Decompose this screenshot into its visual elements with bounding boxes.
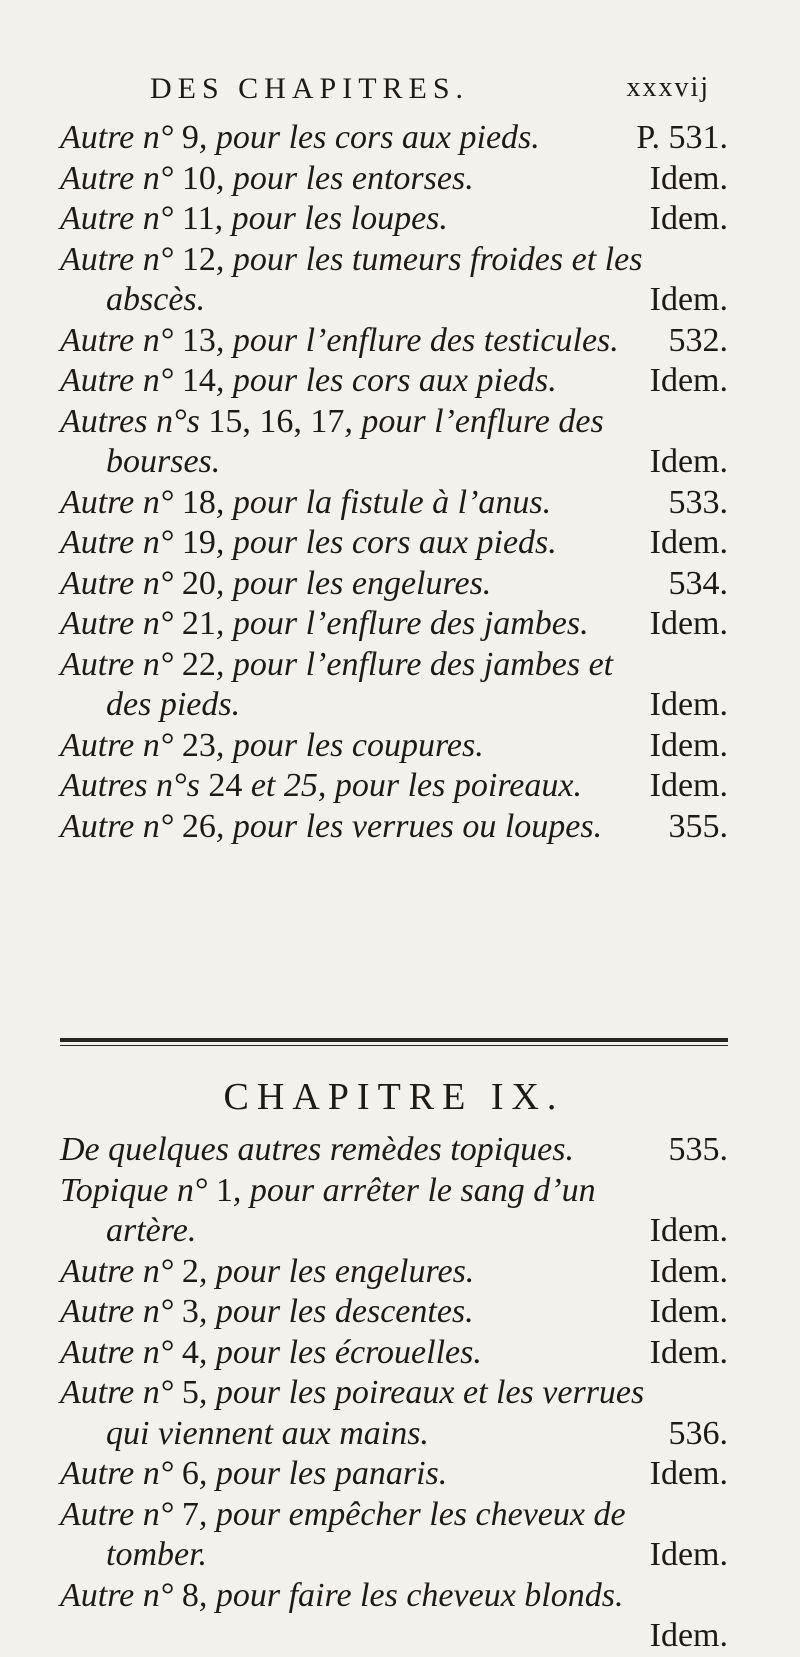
entry-number: 12 xyxy=(181,240,216,278)
toc-entry xyxy=(60,118,728,159)
toc-entry xyxy=(60,604,728,645)
toc-entry xyxy=(60,1252,728,1293)
entry-text: , pour les descentes. xyxy=(198,1293,474,1330)
entry-text: , pour les loupes. xyxy=(214,200,448,237)
toc-entry xyxy=(60,1211,728,1252)
entry-text: , pour l’enflure des jambes. xyxy=(215,605,589,642)
entry-lead: Autre n° xyxy=(60,564,182,602)
entry-text: , pour les poireaux et les verrues xyxy=(198,1374,645,1411)
entry-page-ref: Idem. xyxy=(649,605,728,642)
entry-page-ref: Idem. xyxy=(649,1617,728,1654)
toc-entry xyxy=(60,442,728,483)
entry-number: 24 xyxy=(208,767,243,804)
entry-text: , pour l’enflure des xyxy=(344,402,604,440)
entry-lead: Autre n° xyxy=(60,200,182,237)
running-head xyxy=(150,72,710,116)
divider-thick-rule xyxy=(60,1038,728,1042)
toc-entry xyxy=(60,645,728,686)
running-title: DES CHAPITRES. xyxy=(150,72,470,105)
entry-page-ref: Idem. xyxy=(649,1293,728,1330)
entry-lead: Autre n° xyxy=(60,1576,182,1614)
toc-entry xyxy=(60,1495,728,1536)
entry-page-ref: 532. xyxy=(668,321,728,359)
toc-entry xyxy=(60,564,728,605)
toc-entry xyxy=(60,240,728,281)
entry-number: 10 xyxy=(181,159,216,197)
entry-text: , pour l’enflure des jambes et xyxy=(215,645,614,683)
toc-entry xyxy=(60,280,728,321)
toc-entry xyxy=(60,523,728,564)
entry-text: , pour les cors aux pieds. xyxy=(215,362,557,399)
entry-text: , pour les engelures. xyxy=(215,564,492,602)
entry-page-ref: Idem. xyxy=(649,1333,728,1371)
entry-page-ref: Idem. xyxy=(649,1455,728,1492)
toc-entry xyxy=(60,1171,728,1212)
entry-number: 4 xyxy=(181,1333,199,1371)
entry-page-ref: Idem. xyxy=(649,159,728,197)
entry-lead: Autre n° xyxy=(60,726,182,764)
entry-lead: Autre n° xyxy=(60,1252,182,1290)
entry-lead: Autres n°s xyxy=(60,767,209,804)
entry-continuation: des pieds. xyxy=(106,686,241,723)
entry-page-ref: 355. xyxy=(668,807,728,845)
entry-lead: Autre n° xyxy=(60,321,182,359)
section-divider xyxy=(60,1038,728,1046)
entry-text: , pour les coupures. xyxy=(215,726,484,764)
entry-number: 26 xyxy=(181,807,216,845)
entry-lead: Autre n° xyxy=(60,119,182,156)
entry-number: 8 xyxy=(181,1576,199,1614)
entry-lead: Autre n° xyxy=(60,1333,182,1371)
entry-page-ref: 534. xyxy=(668,564,728,602)
entry-lead: De quelques autres remèdes topiques. xyxy=(60,1131,574,1168)
entry-number: 23 xyxy=(181,726,216,764)
entry-number: 19 xyxy=(181,524,216,561)
entry-text: , pour les écrouelles. xyxy=(198,1333,482,1371)
entry-text: et 25, pour les poireaux. xyxy=(242,767,582,804)
entry-page-ref: Idem. xyxy=(649,767,728,804)
toc-entry xyxy=(60,402,728,443)
entry-page-ref: Idem. xyxy=(649,1252,728,1290)
entry-page-ref: 535. xyxy=(668,1131,728,1168)
entry-lead: Autre n° xyxy=(60,159,182,197)
toc-entry xyxy=(60,1130,728,1171)
toc-entry xyxy=(60,199,728,240)
entry-page-ref: Idem. xyxy=(649,1212,728,1249)
entry-text: , pour arrêter le sang d’un xyxy=(232,1171,596,1209)
entry-text: , pour les panaris. xyxy=(198,1455,448,1492)
entry-page-ref: Idem. xyxy=(649,443,728,480)
entry-page-ref: Idem. xyxy=(649,362,728,399)
entry-lead: Autre n° xyxy=(60,1455,182,1492)
entry-text: , pour les cors aux pieds. xyxy=(198,119,540,156)
entry-page-ref: Idem. xyxy=(649,1536,728,1573)
entries-list-2 xyxy=(60,1130,728,1654)
entry-continuation: tomber. xyxy=(106,1536,208,1573)
entry-page-ref: 536. xyxy=(668,1414,728,1452)
entry-number: 1 xyxy=(215,1171,233,1209)
entry-text: , pour les entorses. xyxy=(215,159,474,197)
entry-lead: Autre n° xyxy=(60,524,182,561)
entry-number: 7 xyxy=(181,1495,199,1533)
toc-entry xyxy=(60,766,728,807)
entry-lead: Autre n° xyxy=(60,240,182,278)
toc-entry xyxy=(60,1333,728,1374)
toc-entry xyxy=(60,1535,728,1576)
entry-page-ref: Idem. xyxy=(649,686,728,723)
entry-continuation: abscès. xyxy=(106,281,206,318)
entries-list-1 xyxy=(60,118,728,847)
toc-entry xyxy=(60,726,728,767)
entry-text: , pour l’enflure des testicules. xyxy=(215,321,619,359)
entry-lead: Autre n° xyxy=(60,1293,182,1330)
entry-number: 13 xyxy=(181,321,216,359)
toc-entry xyxy=(60,159,728,200)
entry-text: , pour les cors aux pieds. xyxy=(215,524,557,561)
entry-continuation: qui viennent aux mains. xyxy=(106,1414,429,1452)
entry-page-ref: Idem. xyxy=(649,200,728,237)
entry-lead: Autre n° xyxy=(60,362,182,399)
entry-lead: Autre n° xyxy=(60,645,182,683)
entry-number: 18 xyxy=(181,483,216,521)
entry-text: , pour empêcher les cheveux de xyxy=(198,1495,626,1533)
entry-page-ref: Idem. xyxy=(649,726,728,764)
folio: xxxvij xyxy=(626,72,710,103)
toc-entry xyxy=(60,1576,728,1617)
entry-lead: Autre n° xyxy=(60,1374,182,1411)
entry-continuation: bourses. xyxy=(106,443,221,480)
toc-entry xyxy=(60,1414,728,1455)
toc-entry xyxy=(60,1292,728,1333)
entry-page-ref: Idem. xyxy=(649,524,728,561)
entry-number: 14 xyxy=(181,362,216,399)
entry-continuation: artère. xyxy=(106,1212,197,1249)
entry-number: 20 xyxy=(181,564,216,602)
entry-text: , pour les engelures. xyxy=(198,1252,475,1290)
entry-number: 11 xyxy=(181,200,215,237)
toc-entry xyxy=(60,361,728,402)
entry-page-ref: P. 531. xyxy=(636,119,728,156)
entry-lead: Autre n° xyxy=(60,483,182,521)
entry-lead: Topique n° xyxy=(60,1171,216,1209)
entry-number: 3 xyxy=(181,1293,199,1330)
entry-number: 21 xyxy=(181,605,216,642)
toc-entry xyxy=(60,1454,728,1495)
entry-lead: Autre n° xyxy=(60,1495,182,1533)
entry-page-ref: 533. xyxy=(668,483,728,521)
toc-entry xyxy=(60,685,728,726)
entry-lead: Autre n° xyxy=(60,807,182,845)
toc-entry xyxy=(60,1373,728,1414)
entry-lead: Autres n°s xyxy=(60,402,209,440)
entry-text: , pour les verrues ou loupes. xyxy=(215,807,603,845)
chapter-title: CHAPITRE IX. xyxy=(223,1076,565,1118)
divider-thin-rule xyxy=(60,1045,728,1046)
entry-number: 5 xyxy=(181,1374,199,1411)
toc-entry xyxy=(60,321,728,362)
entry-number: 15, 16, 17 xyxy=(208,402,345,440)
entry-text: , pour la fistule à l’anus. xyxy=(215,483,552,521)
entry-number: 9 xyxy=(181,119,199,156)
toc-entry xyxy=(60,807,728,848)
entry-lead: Autre n° xyxy=(60,605,182,642)
entry-page-ref: Idem. xyxy=(649,281,728,318)
entry-number: 6 xyxy=(181,1455,199,1492)
toc-entry xyxy=(60,483,728,524)
entry-text: , pour faire les cheveux blonds. xyxy=(198,1576,624,1614)
entry-text: , pour les tumeurs froides et les xyxy=(215,240,643,278)
entry-number: 2 xyxy=(181,1252,199,1290)
entry-number: 22 xyxy=(181,645,216,683)
